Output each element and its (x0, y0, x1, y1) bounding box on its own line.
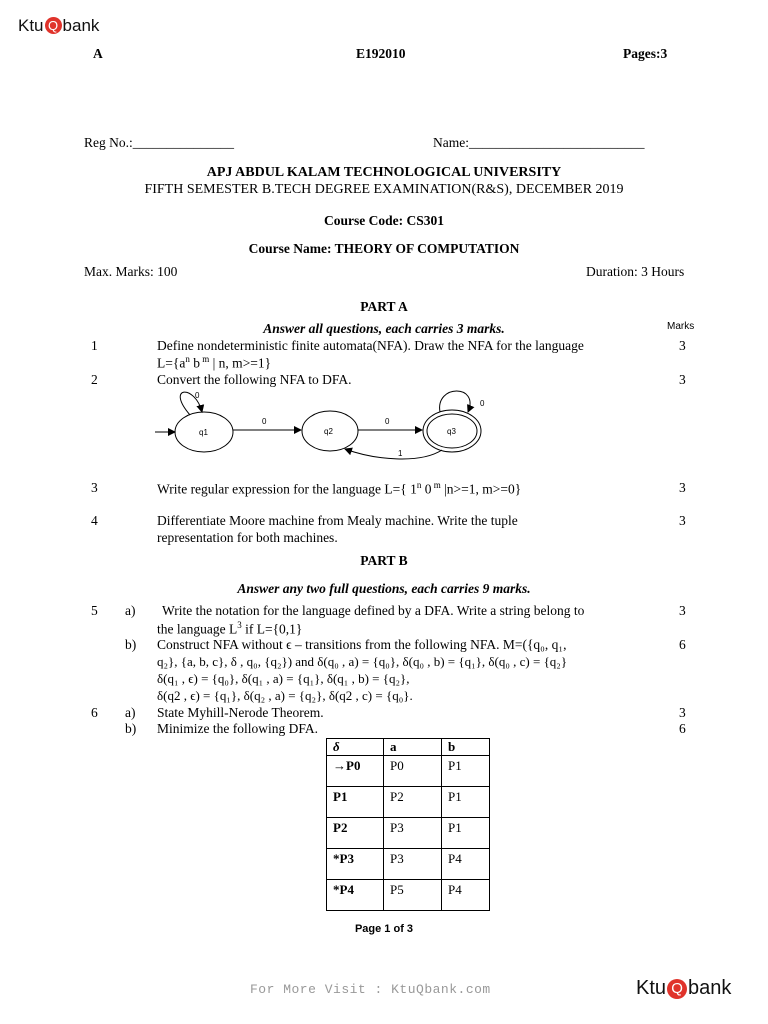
nfa-diagram (150, 386, 510, 466)
table-row (327, 818, 490, 849)
part-a-title: PART A (360, 299, 408, 314)
q2-marks: 3 (679, 372, 686, 387)
table-row (327, 756, 490, 787)
table-row (327, 849, 490, 880)
edge-q1-q2-label: 0 (262, 417, 267, 426)
table-cell-state: →P0 (327, 756, 384, 787)
q6a-marks: 3 (679, 705, 686, 720)
q5a-text-line1: Write the notation for the language defined by a DFA. Write a string belong to (162, 603, 585, 618)
paper-code: E192010 (356, 46, 406, 61)
table-row (327, 787, 490, 818)
dfa-transition-table (326, 738, 490, 911)
table-cell-state: P1 (327, 787, 384, 818)
pages-label: Pages:3 (623, 46, 668, 61)
q3-marks: 3 (679, 480, 686, 495)
table-cell: P2 (384, 787, 442, 818)
table-cell: P4 (442, 880, 490, 911)
state-q3-label: q3 (447, 427, 456, 436)
q1-number: 1 (91, 338, 98, 353)
q5b-label: b) (125, 637, 137, 652)
table-cell-state: *P3 (327, 849, 384, 880)
q3-text: Write regular expression for the language L={ 1$^n$ 0 $^m$ |n>=1, m>=0} (157, 480, 522, 497)
table-header-cell: δ (327, 739, 384, 756)
q1-text-line1: Define nondeterministic finite automata(NFA). Draw the NFA for the language (157, 338, 584, 353)
table-cell: P3 (384, 849, 442, 880)
page-number: Page 1 of 3 (354, 923, 414, 935)
table-cell: P4 (442, 849, 490, 880)
marks-header: Marks (667, 321, 695, 332)
name-field: Name:__________________________ (433, 135, 645, 150)
q5a-text-line2: the language $L^3$ if L={0,1} (157, 620, 303, 637)
q5b-text-line2: q₂}, {a, b, c}, δ , q₀, {q₂}) and δ(q₀ , a) = {q₀}, δ(q₀ , b) = {q₁}, δ(q₀ , c) = {q₂} (157, 654, 568, 669)
q5b-text-line4: δ(q2 , ϵ) = {q₁}, δ(q₂ , a) = {q₂}, δ(q2 , c) = {q₀}. (157, 688, 413, 703)
q5a-marks: 3 (679, 603, 686, 618)
edge-q3-q2-label: 1 (398, 449, 403, 458)
q2-number: 2 (91, 372, 98, 387)
q6a-text: State Myhill-Nerode Theorem. (157, 705, 324, 720)
table-header-cell: a (384, 739, 442, 756)
edge-q3-q2 (345, 449, 442, 459)
q5b-text-line1: Construct NFA without ϵ – transitions from the following NFA. M=({q₀, q₁, (157, 637, 567, 652)
table-header-row (327, 739, 490, 756)
university-title: APJ ABDUL KALAM TECHNOLOGICAL UNIVERSITY (206, 165, 562, 180)
table-cell: P0 (384, 756, 442, 787)
max-marks: Max. Marks: 100 (84, 264, 178, 279)
table-row (327, 880, 490, 911)
part-a-instruction: Answer all questions, each carries 3 marks. (263, 321, 505, 336)
table-header-cell: b (442, 739, 490, 756)
start-state-arrow-icon: → (333, 758, 346, 773)
q-logo-icon: Q (667, 979, 687, 999)
loop-q3-label: 0 (480, 399, 485, 408)
table-cell: P5 (384, 880, 442, 911)
q4-number: 4 (91, 513, 98, 528)
state-q1-label: q1 (199, 428, 208, 437)
q6b-label: b) (125, 721, 137, 736)
q3-number: 3 (91, 480, 98, 495)
edge-q2-q3-label: 0 (385, 417, 390, 426)
q4-text-line1: Differentiate Moore machine from Mealy machine. Write the tuple (157, 513, 518, 528)
table-cell: P1 (442, 756, 490, 787)
part-b-title: PART B (360, 553, 408, 568)
course-code: Course Code: CS301 (324, 213, 444, 228)
course-name: Course Name: THEORY OF COMPUTATION (248, 241, 520, 256)
table-cell: P1 (442, 787, 490, 818)
q4-text-line2: representation for both machines. (157, 530, 338, 545)
loop-q3 (440, 391, 470, 412)
q4-marks: 3 (679, 513, 686, 528)
reg-no-field: Reg No.:_______________ (84, 135, 234, 150)
q5b-text-line3: δ(q₁ , ϵ) = {q₀}, δ(q₁ , a) = {q₁}, δ(q₁ , b) = {q₂}, (157, 671, 410, 686)
q6b-text: Minimize the following DFA. (157, 721, 318, 736)
ktuqbank-logo: Ktu Q bank (18, 16, 100, 35)
table-cell: P3 (384, 818, 442, 849)
q6-number: 6 (91, 705, 98, 720)
duration: Duration: 3 Hours (586, 264, 685, 279)
q1-marks: 3 (679, 338, 686, 353)
table-cell-state: P2 (327, 818, 384, 849)
ktuqbank-logo-footer: Ktu Q bank (636, 977, 732, 999)
table-cell-state: *P4 (327, 880, 384, 911)
q6b-marks: 6 (679, 721, 686, 736)
q5-number: 5 (91, 603, 98, 618)
q5a-label: a) (125, 603, 136, 618)
footer-visit-link[interactable]: For More Visit : KtuQbank.com (250, 982, 491, 997)
series-label: A (93, 46, 103, 61)
exam-title: FIFTH SEMESTER B.TECH DEGREE EXAMINATION(R&S), DECEMBER 2019 (144, 182, 624, 197)
loop-q1-label: 0 (195, 391, 200, 400)
q2-text: Convert the following NFA to DFA. (157, 372, 352, 387)
q5b-marks: 6 (679, 637, 686, 652)
state-q2-label: q2 (324, 427, 333, 436)
table-cell: P1 (442, 818, 490, 849)
q-logo-icon: Q (45, 17, 62, 34)
part-b-instruction: Answer any two full questions, each carries 9 marks. (237, 581, 531, 596)
q6a-label: a) (125, 705, 136, 720)
q1-text-line2: $L=\{a^n$ b $^m$ | n, m>=1} (157, 354, 272, 371)
